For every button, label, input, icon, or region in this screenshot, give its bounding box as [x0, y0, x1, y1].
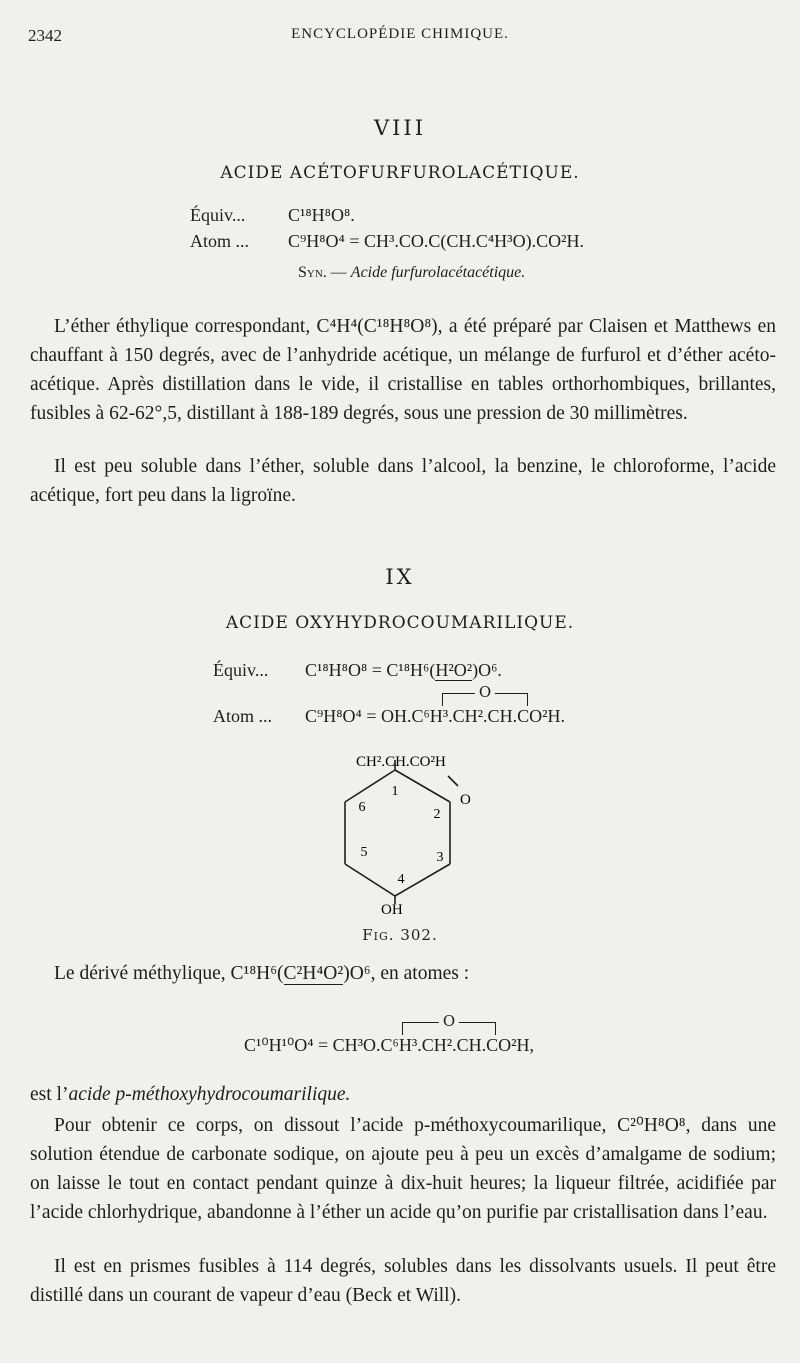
paragraph-3-text: Pour obtenir ce corps, on dissout l’acide p-méthoxycoumarilique, C²⁰H⁸O⁸, dans une solution étendue de carbonate sodique, on ajoute peu à peu un excès d’amalgame de sodium; on laisse le tout en contact pendant quinze à dix-huit heures; la liqueur filtrée, acidifiée par l’acide chlorhydrique, abandonne à l’éther un acide qu’on purifie par cristallisation dans l’eau.: [30, 1115, 776, 1223]
underlined-h2o2: H²O²: [435, 660, 473, 680]
position-2: 2: [433, 807, 441, 822]
section-number-ix: IX: [385, 565, 415, 589]
atom-label-ix: Atom ...: [213, 706, 273, 726]
derivative-line: Le dérivé méthylique, C¹⁸H⁶(C²H⁴O²)O⁶, en atomes :: [54, 963, 470, 984]
structure-figure: [0, 730, 800, 930]
bottom-group-label: OH: [381, 902, 403, 918]
position-1: 1: [391, 784, 399, 799]
section-title-ix: ACIDE OXYHYDROCOUMARILIQUE.: [225, 613, 575, 633]
position-4: 4: [397, 872, 405, 887]
paragraph-4: [30, 1252, 776, 1310]
equiv-formula-viii: C¹⁸H⁸O⁸.: [288, 205, 355, 225]
section-title-viii: ACIDE ACÉTOFURFUROLACÉTIQUE.: [220, 163, 580, 183]
top-group-label: CH².CH.CO²H: [356, 754, 446, 770]
paragraph-1: [30, 312, 776, 428]
equiv-formula-ix: C¹⁸H⁸O⁸ = C¹⁸H⁶(H²O²)O⁶.: [305, 660, 502, 680]
derivative-formula: C¹⁰H¹⁰O⁴ = CH³O.C⁶H³.CH².CH.CO²H,: [244, 1035, 535, 1055]
oxygen-bridge-ix: [442, 683, 528, 706]
atom-formula-ix: C⁹H⁸O⁴ = OH.C⁶H³.CH².CH.CO²H.: [305, 706, 565, 726]
synonym-line: [298, 264, 525, 282]
paragraph-2-text: Il est peu soluble dans l’éther, soluble dans l’alcool, la benzine, le chloroforme, l’acide acétique, fort peu dans la ligroïne.: [30, 456, 776, 506]
running-header: ENCYCLOPÉDIE CHIMIQUE.: [291, 26, 509, 42]
position-6: 6: [358, 800, 366, 815]
paragraph-1-text: L’éther éthylique correspondant, C⁴H⁴(C¹⁸H⁸O⁸), a été préparé par Claisen et Matthews en chauffant à 150 degrés, avec de l’anhydride acétique, un mélange de furfurol et d’éther acéto-acétique. Après distillation dans le vide, il cristallise en tables orthorhombiques, brillantes, fusibles à 62-62°,5, distillant à 188-189 degrés, sous une pression de 30 millimètres.: [30, 316, 776, 424]
syn-dash: —: [330, 264, 347, 281]
equiv-label-ix: Équiv...: [213, 660, 269, 680]
ring-bond-6-1: [345, 770, 395, 802]
syn-label: Syn.: [298, 264, 327, 281]
paragraph-2: [30, 452, 776, 510]
oxygen-bridge-derivative: [402, 1012, 496, 1035]
atom-label-viii: Atom ...: [190, 231, 250, 251]
atom-formula-viii: C⁹H⁸O⁴ = CH³.CO.C(CH.C⁴H³O).CO²H.: [288, 231, 584, 251]
deriv-bridge-o-label: O: [439, 1012, 459, 1030]
oxygen-bond: [448, 776, 458, 786]
page-number: 2342: [28, 26, 62, 45]
paragraph-4-text: Il est en prismes fusibles à 114 degrés, solubles dans les dissolvants usuels. Il peut être distillé dans un courant de vapeur d’eau (Beck et Will).: [30, 1256, 776, 1306]
figure-caption: [0, 926, 800, 944]
paragraph-3: [30, 1111, 776, 1227]
underlined-c2h4o2: C²H⁴O²: [283, 963, 344, 984]
section-number-viii: VIII: [373, 116, 427, 140]
ring-bond-4-5: [345, 864, 395, 896]
syn-text: Acide furfurolacétacétique.: [350, 264, 526, 281]
ring-bond-1-2: [395, 770, 450, 802]
ring-oxygen-label: O: [460, 792, 471, 808]
est-line: est l’acide p-méthoxyhydrocoumarilique.: [30, 1084, 351, 1105]
equiv-label-viii: Équiv...: [190, 205, 246, 225]
position-3: 3: [436, 850, 444, 865]
compound-name: acide p-méthoxyhydrocoumarilique.: [68, 1084, 351, 1105]
figure-caption-text: Fig. 302.: [362, 926, 438, 944]
position-5: 5: [360, 845, 368, 860]
bridge-o-label: O: [475, 683, 495, 701]
